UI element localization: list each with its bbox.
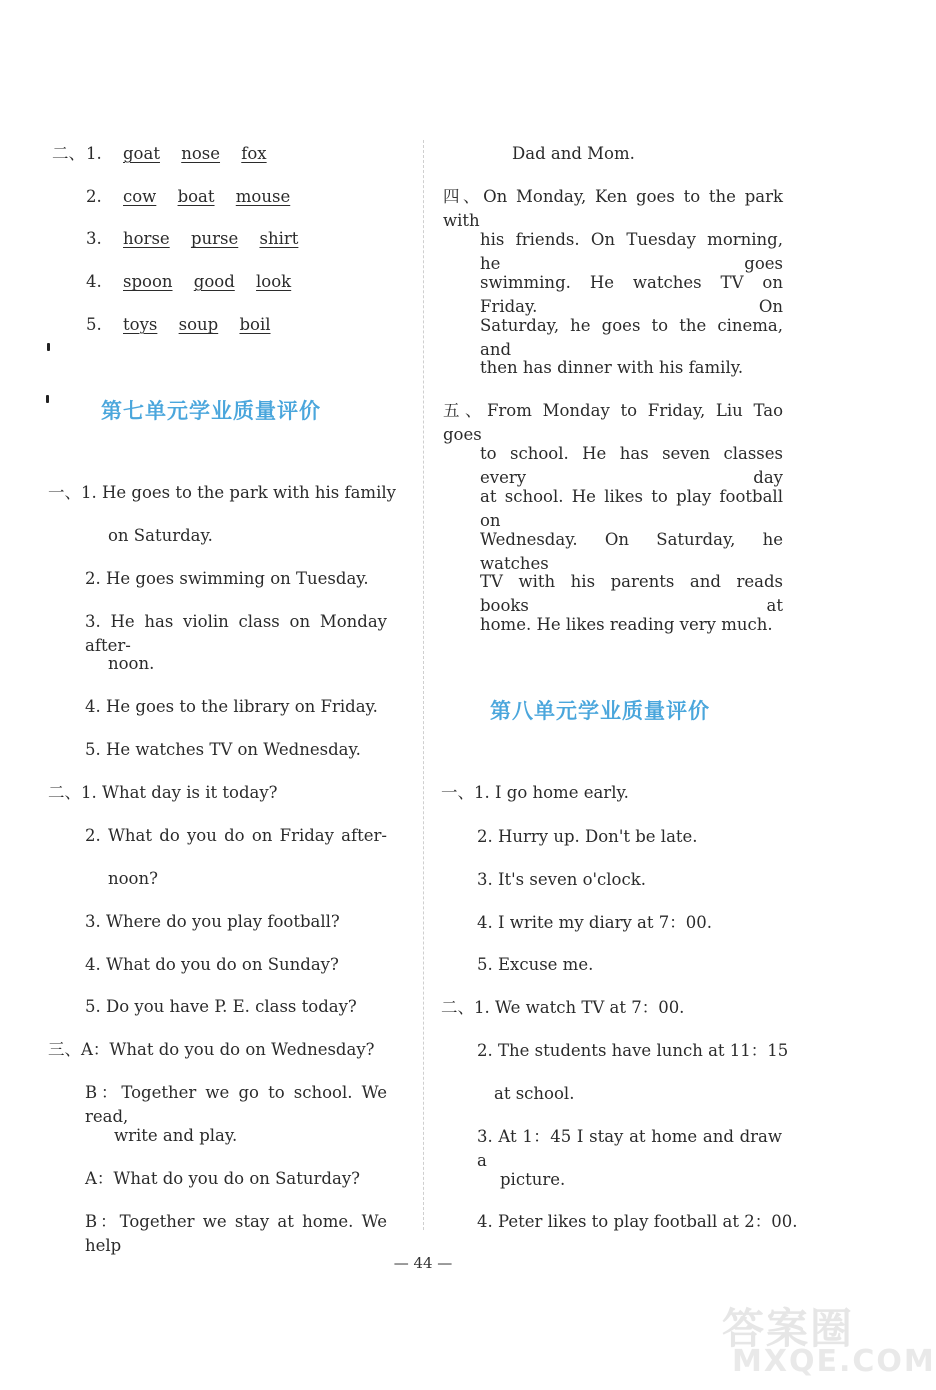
answer-line: B：Together we go to school. We read, [85, 1083, 387, 1126]
answer-line: Dad and Mom. [512, 144, 635, 163]
answer-line: 五、From Monday to Friday, Liu Tao goes [443, 401, 783, 444]
unit8-heading: 第八单元学业质量评价 [490, 699, 710, 723]
answer-line: 3. At 1：45 I stay at home and draw a [477, 1127, 782, 1170]
answer-line: Saturday, he goes to the cinema, and [480, 316, 783, 359]
answer-line: 3. Where do you play football? [85, 912, 340, 931]
answer-line: 2. What do you do on Friday after- [85, 826, 387, 845]
answer-line: TV with his parents and reads books at [480, 572, 783, 615]
row-number: 1. [86, 144, 102, 163]
word: nose [181, 144, 221, 163]
word: purse [190, 229, 239, 248]
answer-line: 3. He has violin class on Monday after- [85, 612, 387, 655]
word: look [256, 272, 292, 291]
answer-line: swimming. He watches TV on Friday. On [480, 273, 783, 316]
scan-mark [47, 343, 50, 351]
word: goat [123, 144, 160, 163]
word: fox [241, 144, 267, 163]
column-divider [423, 140, 424, 1230]
word: good [193, 272, 235, 291]
answer-line: 2. Hurry up. Don't be late. [477, 827, 698, 846]
word: cow [123, 187, 157, 206]
word-row [86, 185, 290, 209]
answer-line: 一、1. I go home early. [441, 783, 629, 802]
answer-line: 二、1. We watch TV at 7：00. [441, 998, 685, 1017]
word-row [86, 313, 271, 337]
answer-line: 2. He goes swimming on Tuesday. [85, 569, 369, 588]
watermark-top: 答案圈 [722, 1304, 855, 1353]
answer-line: 四、On Monday, Ken goes to the park with [443, 187, 783, 230]
word: spoon [123, 272, 173, 291]
word: boat [177, 187, 215, 206]
answer-line: write and play. [114, 1126, 238, 1145]
row-number: 4. [86, 272, 102, 291]
answer-line: 2. The students have lunch at 11：15 [477, 1041, 789, 1060]
answer-line: picture. [500, 1170, 566, 1189]
word: shirt [259, 229, 299, 248]
answer-line: 5. He watches TV on Wednesday. [85, 740, 361, 759]
word-row [86, 142, 267, 166]
answer-line: at school. [494, 1084, 575, 1103]
row-number: 2. [86, 187, 102, 206]
answer-line: A：What do you do on Saturday? [85, 1169, 360, 1188]
answer-line: 三、A：What do you do on Wednesday? [48, 1040, 375, 1059]
answer-line: Wednesday. On Saturday, he watches [480, 530, 783, 573]
answer-line: 二、1. What day is it today? [48, 783, 278, 802]
answer-line: B：Together we stay at home. We help [85, 1212, 387, 1255]
word: soup [178, 315, 219, 334]
word-row [86, 270, 291, 294]
answer-line: his friends. On Tuesday morning, he goes [480, 230, 783, 273]
unit7-heading: 第七单元学业质量评价 [101, 399, 321, 423]
answer-line: 4. Peter likes to play football at 2：00. [477, 1212, 798, 1231]
answer-line: 5. Excuse me. [477, 955, 594, 974]
answer-line: noon? [108, 869, 158, 888]
word: mouse [235, 187, 291, 206]
answer-line: 4. I write my diary at 7：00. [477, 913, 712, 932]
answer-line: on Saturday. [108, 526, 213, 545]
watermark-logo [722, 1296, 936, 1382]
answer-line: 一、1. He goes to the park with his family [48, 483, 396, 502]
answer-line: home. He likes reading very much. [480, 615, 773, 634]
answer-line: at school. He likes to play football on [480, 487, 783, 530]
page-number: — 44 — [393, 1254, 453, 1272]
word: toys [123, 315, 158, 334]
row-number: 3. [86, 229, 102, 248]
section-label-2: 二、 [52, 144, 85, 163]
word-row [86, 227, 298, 251]
watermark-bottom: MXQE.COM [732, 1344, 936, 1379]
word: horse [123, 229, 170, 248]
row-number: 5. [86, 315, 102, 334]
answer-line: 4. He goes to the library on Friday. [85, 697, 378, 716]
answer-line: 4. What do you do on Sunday? [85, 955, 339, 974]
answer-line: then has dinner with his family. [480, 358, 744, 377]
scan-mark [46, 395, 49, 403]
word: boil [239, 315, 271, 334]
answer-line: to school. He has seven classes every day [480, 444, 783, 487]
answer-line: noon. [108, 654, 155, 673]
answer-line: 3. It's seven o'clock. [477, 870, 646, 889]
answer-line: 5. Do you have P. E. class today? [85, 997, 357, 1016]
